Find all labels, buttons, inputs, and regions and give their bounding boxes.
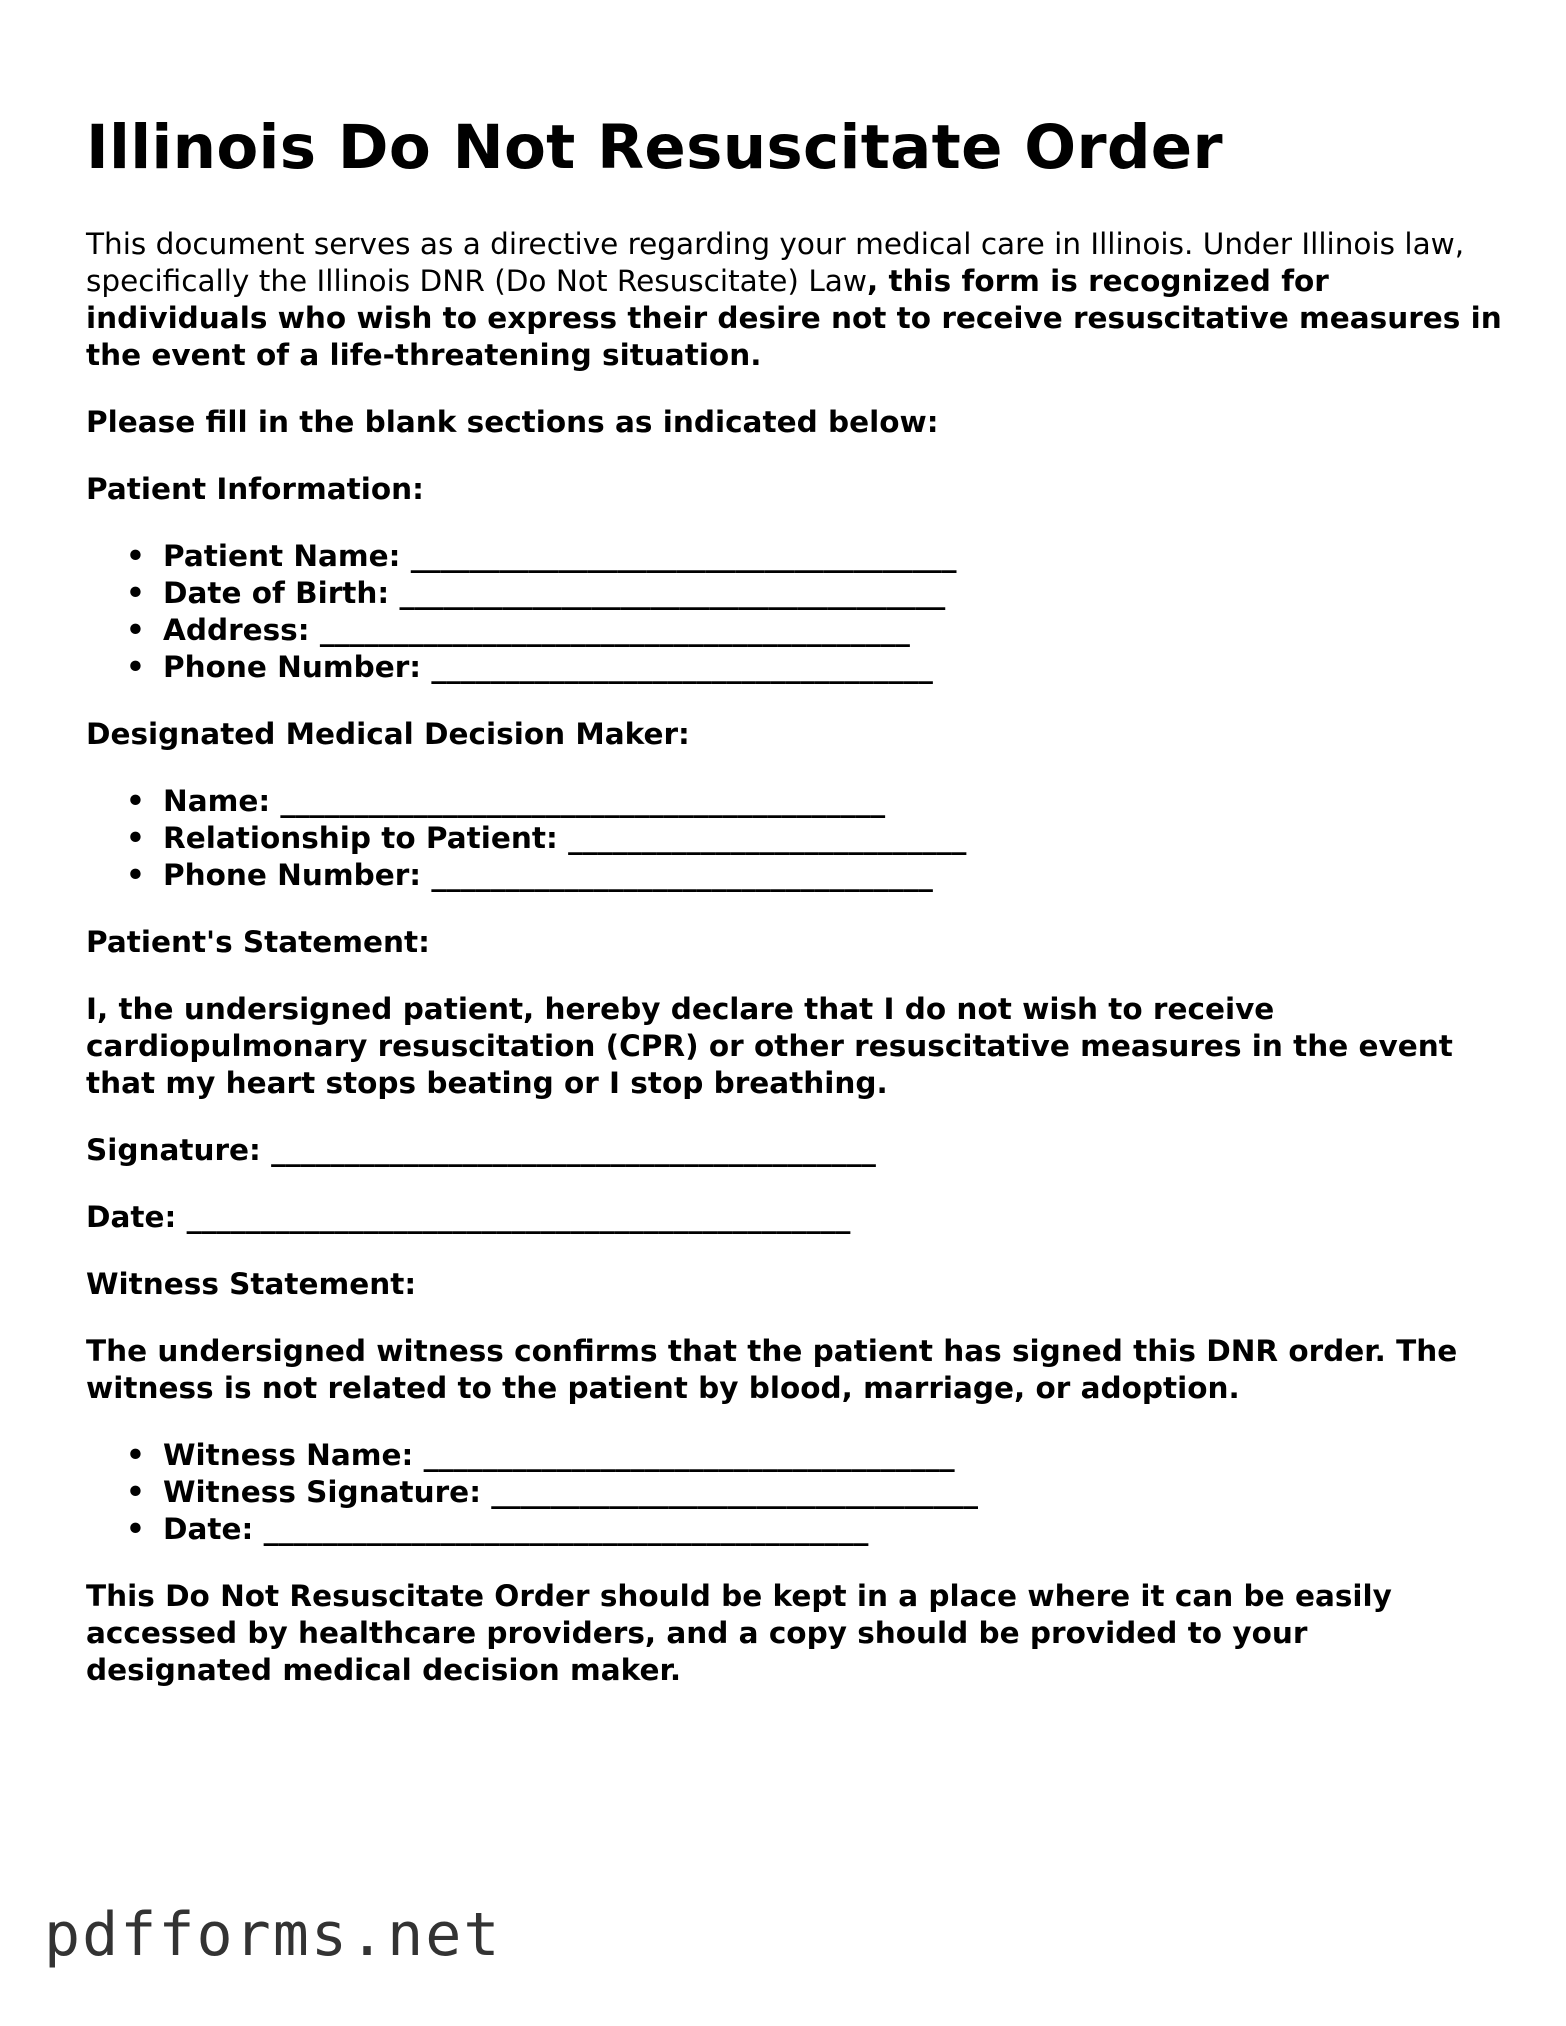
patient-statement-text: I, the undersigned patient, hereby declare that I do not wish to receive cardiopulmonary resuscitation (CPR) or other resuscitative measures in the event that my heart stops beating or I stop breathing. (86, 992, 1453, 1100)
field-witness-name (126, 1437, 1486, 1474)
bullet-icon: • (126, 576, 145, 610)
dm-relationship-blank[interactable]: ___________________________ (568, 821, 967, 855)
bullet-icon: • (126, 1475, 145, 1509)
date-blank[interactable]: _____________________________________________ (186, 1200, 851, 1234)
decision-maker-heading: Designated Medical Decision Maker: (86, 717, 690, 751)
dm-name-blank[interactable]: _________________________________________ (280, 784, 886, 818)
bullet-icon: • (126, 539, 145, 573)
field-label: Date of Birth: (163, 576, 390, 610)
bullet-icon: • (126, 784, 145, 818)
field-dm-relationship (126, 820, 1486, 857)
decision-maker-list (86, 783, 1486, 894)
witness-text: The undersigned witness confirms that the patient has signed this DNR order. The witness is not related to the patient by blood, marriage, or adoption. (86, 1334, 1458, 1405)
field-phone-number (126, 649, 1486, 686)
field-patient-name (126, 538, 1486, 575)
patient-info-heading: Patient Information: (86, 472, 424, 506)
field-dm-name (126, 783, 1486, 820)
phone-number-blank[interactable]: __________________________________ (431, 650, 933, 684)
field-label: Address: (163, 613, 310, 647)
closing-paragraph: This Do Not Resuscitate Order should be kept in a place where it can be easily accessed by healthcare providers, and a copy should be provided to your designated medical decision maker. (86, 1579, 1392, 1687)
field-dm-phone (126, 857, 1486, 894)
bullet-icon: • (126, 821, 145, 855)
witness-date-blank[interactable]: _________________________________________ (263, 1512, 869, 1546)
date-line (86, 1199, 1486, 1236)
bullet-icon: • (126, 650, 145, 684)
bullet-icon: • (126, 1438, 145, 1472)
witness-heading: Witness Statement: (86, 1267, 417, 1301)
field-label: Phone Number: (163, 650, 422, 684)
dm-phone-blank[interactable]: __________________________________ (431, 858, 933, 892)
field-label: Name: (163, 784, 271, 818)
field-label: Witness Signature: (163, 1475, 481, 1509)
watermark-logo: pdfforms.net (44, 1900, 502, 1970)
bullet-icon: • (126, 613, 145, 647)
intro-plain-text: This document serves as a directive regarding your medical care in Illinois. Under Illinois law, specifically the Illinois DNR (Do Not Resuscitate) Law (86, 227, 1465, 298)
signature-blank[interactable]: _________________________________________ (271, 1133, 876, 1167)
bullet-icon: • (126, 858, 145, 892)
field-witness-date (126, 1511, 1486, 1548)
patient-name-blank[interactable]: _____________________________________ (410, 539, 957, 573)
witness-name-blank[interactable]: ____________________________________ (423, 1438, 955, 1472)
field-label: Date: (163, 1512, 254, 1546)
field-date-of-birth (126, 575, 1486, 612)
date-of-birth-blank[interactable]: _____________________________________ (399, 576, 946, 610)
field-label: Patient Name: (163, 539, 401, 573)
address-blank[interactable]: ________________________________________ (319, 613, 910, 647)
document-title: Illinois Do Not Resuscitate Order (86, 112, 1223, 183)
signature-label: Signature: (86, 1133, 261, 1167)
witness-list (86, 1437, 1486, 1548)
document-page (86, 108, 1502, 1689)
field-label: Phone Number: (163, 858, 422, 892)
patient-statement-heading: Patient's Statement: (86, 925, 430, 959)
intro-bold-text: , this form is recognized for individuals who wish to express their desire not to receive resuscitative measures in the event of a life-threatening situation. (86, 264, 1502, 372)
field-label: Witness Name: (163, 1438, 414, 1472)
date-label: Date: (86, 1200, 177, 1234)
field-label: Relationship to Patient: (163, 821, 558, 855)
patient-info-list (86, 538, 1486, 686)
field-witness-signature (126, 1474, 1486, 1511)
field-address (126, 612, 1486, 649)
witness-signature-blank[interactable]: _________________________________ (491, 1475, 979, 1509)
intro-paragraph (86, 226, 1506, 374)
signature-line (86, 1132, 1486, 1169)
fill-instruction: Please fill in the blank sections as indicated below: (86, 405, 939, 439)
bullet-icon: • (126, 1512, 145, 1546)
